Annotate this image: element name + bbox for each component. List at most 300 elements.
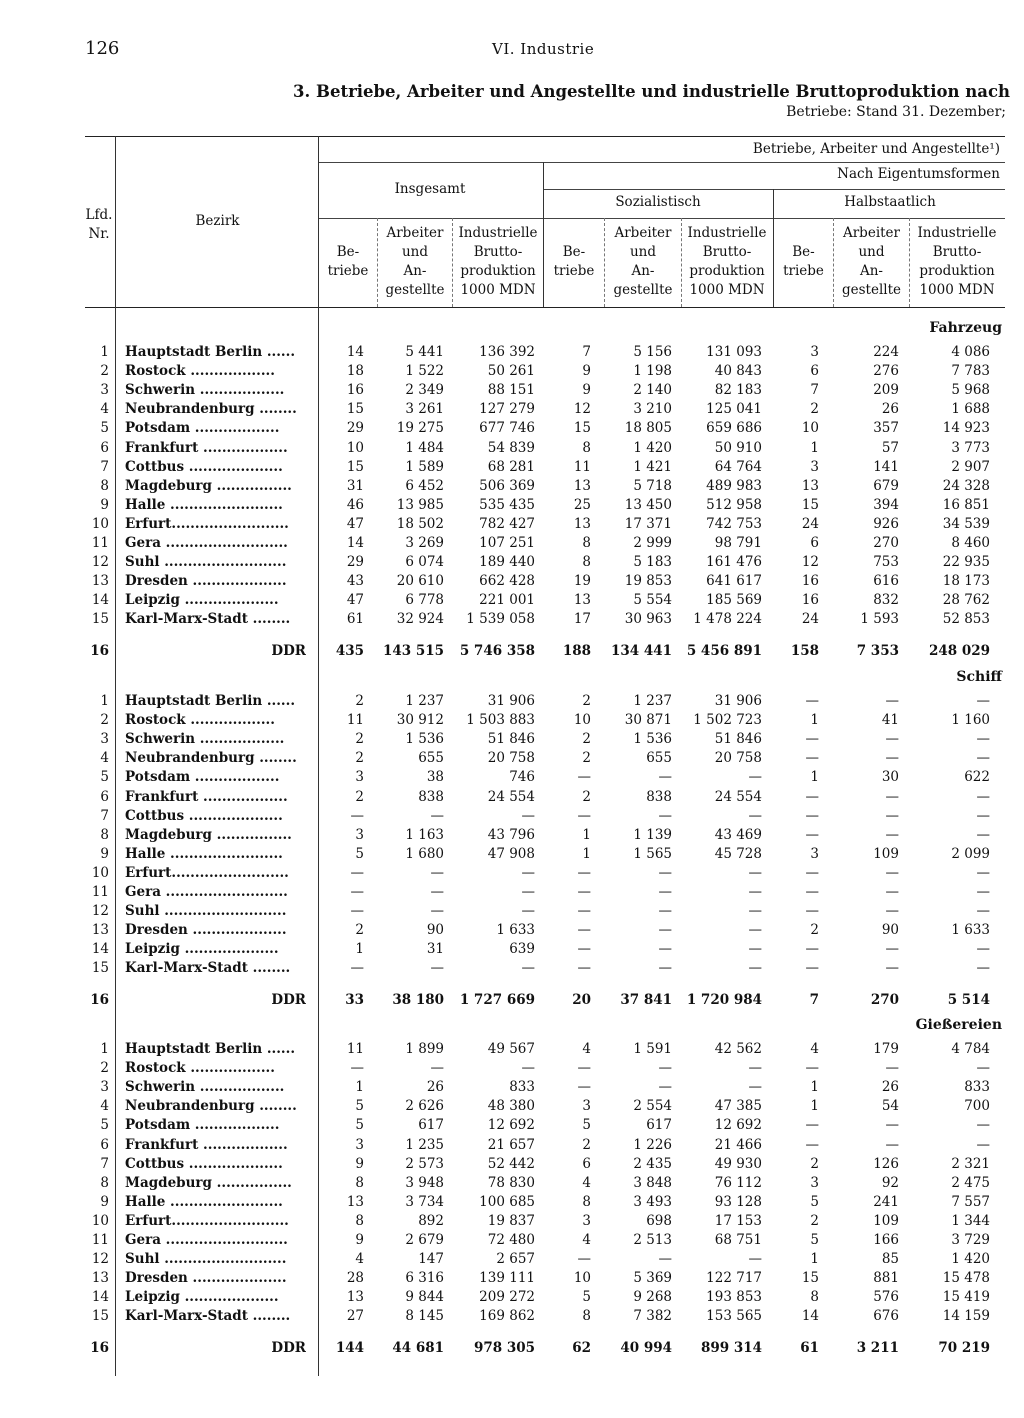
cell-brutto-total: — bbox=[521, 884, 535, 900]
cell-betriebe-total: 14 bbox=[346, 535, 364, 551]
cell-brutto-total: 49 567 bbox=[487, 1041, 535, 1057]
row-number: 14 bbox=[91, 941, 109, 958]
bezirk-name: Erfurt......................... bbox=[125, 1212, 289, 1229]
bezirk-name: Halle ........................ bbox=[125, 1193, 283, 1210]
cell-betriebe-total: 47 bbox=[346, 592, 364, 609]
cell-arbeiter-total: 838 bbox=[418, 788, 444, 805]
cell-betriebe-total: 5 bbox=[355, 1117, 364, 1134]
cell-brutto-soz: — bbox=[748, 1060, 762, 1077]
cell-arbeiter-soz: 5 718 bbox=[633, 477, 672, 494]
cell-arbeiter-total: 38 180 bbox=[392, 992, 444, 1009]
cell-arbeiter-soz: 1 198 bbox=[633, 363, 672, 380]
cell-brutto-total: 47 908 bbox=[487, 845, 535, 862]
col-sep-insgesamt bbox=[543, 162, 544, 307]
cell-betriebe-total: 13 bbox=[346, 1289, 364, 1306]
cell-arbeiter-total: 26 bbox=[426, 1079, 444, 1096]
cell-brutto-total: 19 837 bbox=[487, 1212, 535, 1229]
cell-arbeiter-soz: 1 139 bbox=[633, 826, 672, 843]
cell-betriebe-halb: — bbox=[805, 826, 819, 843]
cell-brutto-soz: — bbox=[748, 960, 762, 977]
cell-arbeiter-soz: 5 183 bbox=[633, 554, 672, 571]
bezirk-name: Suhl .......................... bbox=[125, 903, 287, 920]
cell-betriebe-halb: 10 bbox=[801, 420, 819, 437]
cell-brutto-soz: — bbox=[748, 884, 762, 900]
cell-arbeiter-halb: 616 bbox=[873, 573, 899, 590]
cell-arbeiter-total: 31 bbox=[426, 941, 444, 958]
cell-betriebe-soz: 188 bbox=[562, 643, 591, 660]
total-label: DDR bbox=[271, 992, 306, 1009]
cell-brutto-total: 78 830 bbox=[487, 1174, 535, 1191]
table-row bbox=[0, 1250, 1024, 1269]
cell-brutto-soz: 185 569 bbox=[706, 592, 762, 609]
table-row bbox=[0, 477, 1024, 496]
cell-betriebe-total: 3 bbox=[355, 826, 364, 843]
row-number: 8 bbox=[100, 1174, 109, 1191]
table-row bbox=[0, 1155, 1024, 1174]
cell-brutto-total: 107 251 bbox=[479, 535, 535, 551]
header-halbstaatlich: Halbstaatlich bbox=[844, 194, 936, 210]
cell-brutto-total: — bbox=[521, 960, 535, 977]
row-number: 3 bbox=[100, 731, 109, 748]
bezirk-name: Magdeburg ................ bbox=[125, 477, 292, 494]
cell-arbeiter-total: 19 275 bbox=[396, 420, 444, 437]
cell-brutto-soz: 68 751 bbox=[714, 1232, 762, 1248]
bezirk-name: Magdeburg ................ bbox=[125, 1174, 292, 1191]
cell-arbeiter-total: 2 679 bbox=[405, 1232, 444, 1248]
table-row bbox=[0, 902, 1024, 921]
cell-arbeiter-halb: — bbox=[885, 807, 899, 824]
bezirk-name: Erfurt......................... bbox=[125, 515, 289, 532]
cell-arbeiter-halb: — bbox=[885, 884, 899, 900]
table-row bbox=[0, 788, 1024, 807]
table-row bbox=[0, 1097, 1024, 1116]
cell-betriebe-halb: 1 bbox=[810, 1079, 819, 1096]
cell-brutto-total: 48 380 bbox=[487, 1098, 535, 1115]
cell-betriebe-total: 47 bbox=[346, 515, 364, 532]
cell-arbeiter-total: 1 235 bbox=[405, 1136, 444, 1153]
table-row bbox=[0, 439, 1024, 458]
cell-betriebe-total: 144 bbox=[335, 1340, 364, 1357]
cell-arbeiter-total: 1 680 bbox=[405, 845, 444, 862]
cell-brutto-soz: 122 717 bbox=[706, 1270, 762, 1287]
row-number: 14 bbox=[91, 592, 109, 609]
cell-brutto-soz: 193 853 bbox=[706, 1289, 762, 1306]
cell-arbeiter-halb: — bbox=[885, 864, 899, 881]
cell-betriebe-total: 5 bbox=[355, 1098, 364, 1115]
cell-arbeiter-halb: 679 bbox=[873, 477, 899, 494]
table-row bbox=[0, 1269, 1024, 1288]
cell-arbeiter-halb: 676 bbox=[873, 1308, 899, 1325]
header-rule-3 bbox=[318, 218, 1005, 219]
cell-arbeiter-halb: 753 bbox=[873, 554, 899, 571]
cell-arbeiter-soz: 1 591 bbox=[633, 1041, 672, 1057]
cell-arbeiter-halb: — bbox=[885, 1060, 899, 1077]
cell-betriebe-halb: — bbox=[805, 960, 819, 977]
cell-arbeiter-halb: 109 bbox=[873, 845, 899, 862]
section-label: Schiff bbox=[956, 669, 1002, 685]
row-number: 5 bbox=[100, 769, 109, 786]
bezirk-name: Neubrandenburg ........ bbox=[125, 750, 297, 767]
cell-arbeiter-halb: 394 bbox=[873, 496, 899, 513]
cell-brutto-total: 43 796 bbox=[487, 826, 535, 843]
cell-arbeiter-soz: 838 bbox=[646, 788, 672, 805]
row-number: 1 bbox=[100, 693, 109, 709]
cell-betriebe-soz: 10 bbox=[573, 1270, 591, 1287]
cell-arbeiter-total: 18 502 bbox=[396, 515, 444, 532]
cell-brutto-soz: 82 183 bbox=[714, 382, 762, 399]
cell-arbeiter-soz: 1 420 bbox=[633, 439, 672, 456]
cell-betriebe-soz: 9 bbox=[582, 363, 591, 380]
row-number: 9 bbox=[100, 496, 109, 513]
cell-betriebe-total: 4 bbox=[355, 1251, 364, 1268]
cell-brutto-total: 662 428 bbox=[479, 573, 535, 590]
cell-arbeiter-total: 2 349 bbox=[405, 382, 444, 399]
cell-betriebe-halb: 3 bbox=[810, 458, 819, 475]
cell-arbeiter-halb: 926 bbox=[873, 515, 899, 532]
cell-brutto-soz: — bbox=[748, 1079, 762, 1096]
cell-arbeiter-total: 1 163 bbox=[405, 826, 444, 843]
cell-brutto-halb: 1 420 bbox=[951, 1251, 990, 1268]
cell-brutto-total: 1 539 058 bbox=[466, 611, 535, 628]
cell-betriebe-total: — bbox=[350, 903, 364, 920]
cell-betriebe-halb: 12 bbox=[801, 554, 819, 571]
table-row bbox=[0, 826, 1024, 845]
cell-betriebe-halb: 24 bbox=[801, 515, 819, 532]
cell-arbeiter-soz: 7 382 bbox=[633, 1308, 672, 1325]
cell-betriebe-total: — bbox=[350, 1060, 364, 1077]
cell-brutto-halb: 248 029 bbox=[928, 643, 990, 660]
cell-arbeiter-soz: — bbox=[658, 960, 672, 977]
cell-betriebe-soz: 13 bbox=[573, 477, 591, 494]
total-row bbox=[0, 642, 1024, 661]
cell-betriebe-halb: 1 bbox=[810, 769, 819, 786]
bezirk-name: Hauptstadt Berlin ...... bbox=[125, 693, 296, 709]
row-number: 5 bbox=[100, 1117, 109, 1134]
cell-betriebe-total: 61 bbox=[346, 611, 364, 628]
cell-arbeiter-halb: 241 bbox=[873, 1193, 899, 1210]
cell-arbeiter-soz: 40 994 bbox=[620, 1340, 672, 1357]
bezirk-name: Dresden .................... bbox=[125, 1270, 287, 1287]
cell-betriebe-total: 8 bbox=[355, 1174, 364, 1191]
table-row bbox=[0, 362, 1024, 381]
bezirk-name: Karl-Marx-Stadt ........ bbox=[125, 960, 291, 977]
cell-brutto-total: 72 480 bbox=[487, 1232, 535, 1248]
cell-brutto-halb: — bbox=[976, 1136, 990, 1153]
bezirk-name: Gera .......................... bbox=[125, 884, 288, 900]
table-title: 3. Betriebe, Arbeiter und Angestellte und industrielle Bruttoproduktion nach bbox=[293, 82, 1010, 101]
cell-betriebe-halb: — bbox=[805, 788, 819, 805]
bezirk-name: Frankfurt .................. bbox=[125, 788, 288, 805]
cell-brutto-halb: 14 923 bbox=[942, 420, 990, 437]
cell-brutto-halb: 24 328 bbox=[942, 477, 990, 494]
cell-betriebe-soz: 6 bbox=[582, 1155, 591, 1172]
row-number: 12 bbox=[91, 903, 109, 920]
cell-betriebe-soz: 5 bbox=[582, 1117, 591, 1134]
bezirk-name: Karl-Marx-Stadt ........ bbox=[125, 611, 291, 628]
bezirk-name: Rostock .................. bbox=[125, 363, 275, 380]
cell-brutto-soz: 51 846 bbox=[714, 731, 762, 748]
cell-arbeiter-soz: — bbox=[658, 1079, 672, 1096]
row-number: 14 bbox=[91, 1289, 109, 1306]
cell-arbeiter-soz: 1 226 bbox=[633, 1136, 672, 1153]
cell-brutto-total: — bbox=[521, 1060, 535, 1077]
table-row bbox=[0, 845, 1024, 864]
col-sep-h3 bbox=[604, 218, 605, 307]
cell-arbeiter-soz: 13 450 bbox=[624, 496, 672, 513]
cell-arbeiter-total: 38 bbox=[426, 769, 444, 786]
table-row bbox=[0, 1136, 1024, 1155]
cell-brutto-halb: — bbox=[976, 941, 990, 958]
cell-arbeiter-total: 3 269 bbox=[405, 535, 444, 551]
header-rule-1 bbox=[318, 162, 1005, 163]
table-row bbox=[0, 419, 1024, 438]
cell-arbeiter-total: 2 626 bbox=[405, 1098, 444, 1115]
row-number: 13 bbox=[91, 922, 109, 939]
cell-betriebe-soz: — bbox=[577, 922, 591, 939]
cell-betriebe-total: 2 bbox=[355, 788, 364, 805]
row-number: 4 bbox=[100, 1098, 109, 1115]
cell-arbeiter-total: 1 589 bbox=[405, 458, 444, 475]
cell-arbeiter-halb: 166 bbox=[873, 1232, 899, 1248]
cell-brutto-total: 169 862 bbox=[479, 1308, 535, 1325]
cell-arbeiter-halb: 109 bbox=[873, 1212, 899, 1229]
cell-betriebe-halb: 15 bbox=[801, 496, 819, 513]
cell-betriebe-soz: 4 bbox=[582, 1174, 591, 1191]
row-number: 1 bbox=[100, 1041, 109, 1057]
cell-betriebe-soz: — bbox=[577, 1079, 591, 1096]
header-betriebe-3: Be- triebe bbox=[783, 244, 824, 279]
table-row bbox=[0, 883, 1024, 902]
cell-brutto-halb: — bbox=[976, 731, 990, 748]
cell-arbeiter-soz: 655 bbox=[646, 750, 672, 767]
cell-betriebe-halb: — bbox=[805, 693, 819, 709]
cell-brutto-total: 31 906 bbox=[487, 693, 535, 709]
cell-brutto-total: 506 369 bbox=[479, 477, 535, 494]
table-row bbox=[0, 1040, 1024, 1059]
cell-arbeiter-soz: — bbox=[658, 864, 672, 881]
cell-betriebe-soz: 1 bbox=[582, 845, 591, 862]
cell-brutto-total: 782 427 bbox=[479, 515, 535, 532]
row-number: 8 bbox=[100, 826, 109, 843]
row-number: 16 bbox=[90, 643, 109, 660]
cell-betriebe-soz: — bbox=[577, 807, 591, 824]
cell-betriebe-halb: 4 bbox=[810, 1041, 819, 1057]
table-row bbox=[0, 1078, 1024, 1097]
table-row bbox=[0, 940, 1024, 959]
cell-arbeiter-total: — bbox=[430, 1060, 444, 1077]
cell-betriebe-total: 1 bbox=[355, 941, 364, 958]
header-arbeiter-3: Arbeiter und An- gestellte bbox=[841, 225, 902, 298]
cell-arbeiter-total: 3 948 bbox=[405, 1174, 444, 1191]
cell-brutto-soz: 1 502 723 bbox=[693, 712, 762, 729]
cell-arbeiter-soz: 30 871 bbox=[624, 712, 672, 729]
cell-brutto-total: 54 839 bbox=[487, 439, 535, 456]
cell-betriebe-halb: 61 bbox=[800, 1340, 819, 1357]
cell-brutto-soz: 125 041 bbox=[706, 401, 762, 418]
cell-brutto-soz: 64 764 bbox=[714, 458, 762, 475]
cell-brutto-total: — bbox=[521, 864, 535, 881]
cell-brutto-soz: 21 466 bbox=[714, 1136, 762, 1153]
cell-brutto-halb: 3 773 bbox=[951, 439, 990, 456]
cell-brutto-total: 51 846 bbox=[487, 731, 535, 748]
table-row bbox=[0, 959, 1024, 978]
cell-arbeiter-halb: 57 bbox=[881, 439, 899, 456]
table-row bbox=[0, 400, 1024, 419]
cell-brutto-total: 2 657 bbox=[496, 1251, 535, 1268]
cell-brutto-soz: 98 791 bbox=[714, 535, 762, 551]
cell-arbeiter-halb: 26 bbox=[881, 401, 899, 418]
cell-arbeiter-halb: 3 211 bbox=[856, 1340, 899, 1357]
table-row bbox=[0, 515, 1024, 534]
cell-brutto-total: — bbox=[521, 807, 535, 824]
cell-arbeiter-total: 143 515 bbox=[382, 643, 444, 660]
bezirk-name: Hauptstadt Berlin ...... bbox=[125, 1041, 296, 1057]
cell-brutto-soz: 20 758 bbox=[714, 750, 762, 767]
cell-betriebe-soz: 8 bbox=[582, 554, 591, 571]
row-number: 11 bbox=[91, 884, 109, 900]
cell-arbeiter-total: 3 261 bbox=[405, 401, 444, 418]
cell-arbeiter-soz: 1 536 bbox=[633, 731, 672, 748]
header-brutto-3: Industrielle Brutto- produktion 1000 MDN bbox=[917, 225, 997, 298]
cell-brutto-total: 20 758 bbox=[487, 750, 535, 767]
cell-arbeiter-total: 20 610 bbox=[396, 573, 444, 590]
cell-arbeiter-total: 90 bbox=[426, 922, 444, 939]
cell-arbeiter-total: 1 899 bbox=[405, 1041, 444, 1057]
header-insgesamt: Insgesamt bbox=[394, 181, 466, 197]
cell-brutto-soz: 31 906 bbox=[714, 693, 762, 709]
cell-betriebe-halb: — bbox=[805, 864, 819, 881]
row-number: 9 bbox=[100, 845, 109, 862]
cell-arbeiter-total: — bbox=[430, 864, 444, 881]
cell-brutto-total: 136 392 bbox=[479, 344, 535, 360]
header-bezirk: Bezirk bbox=[195, 213, 240, 229]
cell-betriebe-soz: 62 bbox=[572, 1340, 591, 1357]
bezirk-name: Potsdam .................. bbox=[125, 769, 280, 786]
cell-brutto-soz: 1 478 224 bbox=[693, 611, 762, 628]
bezirk-name: Neubrandenburg ........ bbox=[125, 401, 297, 418]
row-number: 10 bbox=[91, 864, 109, 881]
row-number: 7 bbox=[100, 807, 109, 824]
cell-brutto-halb: — bbox=[976, 864, 990, 881]
row-number: 6 bbox=[100, 439, 109, 456]
cell-brutto-halb: — bbox=[976, 903, 990, 920]
cell-betriebe-soz: 3 bbox=[582, 1212, 591, 1229]
cell-betriebe-total: 11 bbox=[346, 712, 364, 729]
header-brutto-2: Industrielle Brutto- produktion 1000 MDN bbox=[687, 225, 767, 298]
cell-betriebe-total: 9 bbox=[355, 1155, 364, 1172]
cell-betriebe-total: 2 bbox=[355, 693, 364, 709]
cell-arbeiter-halb: 224 bbox=[873, 344, 899, 360]
cell-betriebe-total: 1 bbox=[355, 1079, 364, 1096]
cell-arbeiter-total: 6 452 bbox=[405, 477, 444, 494]
cell-betriebe-total: — bbox=[350, 864, 364, 881]
cell-brutto-halb: — bbox=[976, 826, 990, 843]
table-row bbox=[0, 610, 1024, 629]
cell-betriebe-soz: 10 bbox=[573, 712, 591, 729]
cell-betriebe-total: 29 bbox=[346, 420, 364, 437]
cell-brutto-halb: — bbox=[976, 1060, 990, 1077]
row-number: 11 bbox=[91, 1232, 109, 1248]
cell-betriebe-halb: 158 bbox=[790, 643, 819, 660]
cell-brutto-halb: 22 935 bbox=[942, 554, 990, 571]
cell-betriebe-soz: 4 bbox=[582, 1232, 591, 1248]
cell-arbeiter-total: — bbox=[430, 960, 444, 977]
cell-brutto-soz: 153 565 bbox=[706, 1308, 762, 1325]
table-row bbox=[0, 692, 1024, 711]
cell-brutto-total: — bbox=[521, 903, 535, 920]
col-sep-h5 bbox=[833, 218, 834, 307]
cell-brutto-total: 5 746 358 bbox=[459, 643, 535, 660]
table-row bbox=[0, 711, 1024, 730]
cell-brutto-halb: 833 bbox=[964, 1079, 990, 1096]
cell-betriebe-soz: 4 bbox=[582, 1041, 591, 1057]
header-sozialistisch: Sozialistisch bbox=[615, 194, 701, 210]
table-row bbox=[0, 921, 1024, 940]
cell-brutto-total: 139 111 bbox=[479, 1270, 535, 1287]
cell-betriebe-total: 15 bbox=[346, 401, 364, 418]
cell-betriebe-total: 15 bbox=[346, 458, 364, 475]
bezirk-name: Cottbus .................... bbox=[125, 807, 283, 824]
col-sep-h1 bbox=[377, 218, 378, 307]
bezirk-name: Halle ........................ bbox=[125, 496, 283, 513]
cell-arbeiter-soz: — bbox=[658, 884, 672, 900]
cell-arbeiter-soz: 17 371 bbox=[624, 515, 672, 532]
row-number: 7 bbox=[100, 1155, 109, 1172]
cell-betriebe-soz: 3 bbox=[582, 1098, 591, 1115]
cell-betriebe-soz: — bbox=[577, 864, 591, 881]
cell-arbeiter-total: 6 074 bbox=[405, 554, 444, 571]
cell-betriebe-total: 29 bbox=[346, 554, 364, 571]
cell-betriebe-halb: — bbox=[805, 884, 819, 900]
cell-betriebe-soz: 2 bbox=[582, 693, 591, 709]
cell-betriebe-halb: 2 bbox=[810, 401, 819, 418]
bezirk-name: Dresden .................... bbox=[125, 922, 287, 939]
cell-arbeiter-halb: 141 bbox=[873, 458, 899, 475]
cell-brutto-soz: 43 469 bbox=[714, 826, 762, 843]
row-number: 15 bbox=[91, 611, 109, 628]
cell-arbeiter-soz: 1 421 bbox=[633, 458, 672, 475]
cell-betriebe-halb: — bbox=[805, 1117, 819, 1134]
cell-brutto-halb: 1 688 bbox=[951, 401, 990, 418]
cell-brutto-soz: 131 093 bbox=[706, 344, 762, 360]
cell-betriebe-halb: — bbox=[805, 750, 819, 767]
cell-betriebe-soz: 20 bbox=[572, 992, 591, 1009]
cell-brutto-total: 677 746 bbox=[479, 420, 535, 437]
cell-arbeiter-total: 617 bbox=[418, 1117, 444, 1134]
bezirk-name: Schwerin .................. bbox=[125, 1079, 285, 1096]
header-brutto-1: Industrielle Brutto- produktion 1000 MDN bbox=[458, 225, 538, 298]
bezirk-name: Gera .......................... bbox=[125, 535, 288, 551]
cell-betriebe-soz: 2 bbox=[582, 1136, 591, 1153]
cell-betriebe-halb: 13 bbox=[801, 477, 819, 494]
cell-betriebe-total: 43 bbox=[346, 573, 364, 590]
table-row bbox=[0, 572, 1024, 591]
bezirk-name: Rostock .................. bbox=[125, 712, 275, 729]
row-number: 4 bbox=[100, 750, 109, 767]
bezirk-name: Rostock .................. bbox=[125, 1060, 275, 1077]
cell-betriebe-halb: 2 bbox=[810, 1212, 819, 1229]
chapter-heading: VI. Industrie bbox=[492, 40, 595, 58]
cell-arbeiter-total: — bbox=[430, 903, 444, 920]
cell-brutto-total: 221 001 bbox=[479, 592, 535, 609]
cell-brutto-halb: 14 159 bbox=[942, 1308, 990, 1325]
row-number: 6 bbox=[100, 788, 109, 805]
cell-betriebe-halb: — bbox=[805, 1136, 819, 1153]
cell-brutto-soz: 49 930 bbox=[714, 1155, 762, 1172]
row-number: 12 bbox=[91, 1251, 109, 1268]
cell-arbeiter-total: 1 522 bbox=[405, 363, 444, 380]
cell-arbeiter-soz: 2 435 bbox=[633, 1155, 672, 1172]
